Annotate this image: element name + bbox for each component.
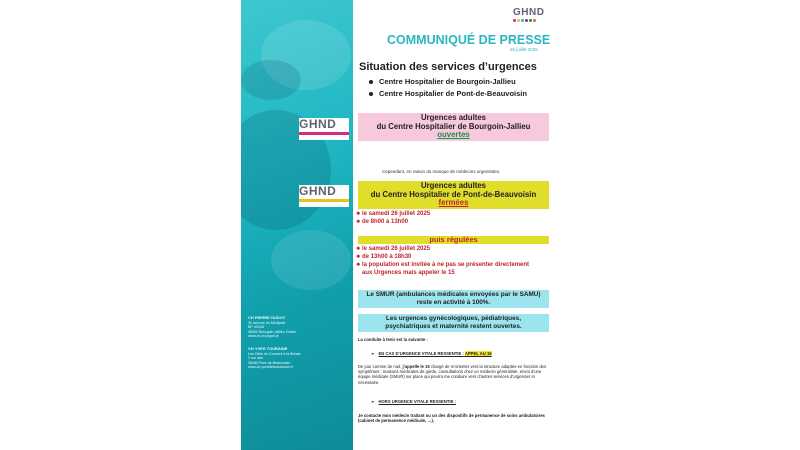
bourgoin-status-box: Urgences adultes du Centre Hospitalier de Bourgoin-Jallieu ouvertes <box>358 113 549 141</box>
regulated-schedule <box>356 245 529 277</box>
list-item: ❖ de 8h00 à 13h00 <box>356 219 409 225</box>
bourgoin-logo: GHND <box>299 118 349 140</box>
hospital-list <box>369 77 527 101</box>
press-release-page <box>241 0 559 450</box>
status-open: ouvertes <box>437 130 470 139</box>
status-closed: fermées <box>438 198 469 207</box>
contact-pont: CH YVES TOURAINE Les Cités du Couvent à la Bréaie 2 rue des 38480 Pont-de-Beauvoisin www.ch-pontdebeauvoisin.fr <box>248 346 301 369</box>
hors-urgence-paragraph: Je contacte mon médecin traitant ou un des dispositifs de permanence de soins ambulatoires (cabinet de permanence médicale, …). <box>358 413 545 424</box>
ghnd-logo: GHND <box>513 7 557 22</box>
page-title: COMMUNIQUÉ DE PRESSE <box>387 33 551 47</box>
closed-schedule <box>356 210 430 226</box>
cependant-text: Cependant, en raison du manque de médecins urgentistes, <box>382 169 501 174</box>
hors-urgence-heading: ➢ HORS URGENCE VITALE RESSENTIE : <box>371 399 456 404</box>
list-item: Centre Hospitalier de Bourgoin-Jallieu <box>369 77 527 86</box>
logo-dots <box>513 19 557 22</box>
list-item: aux Urgences mais appeler le 15 <box>362 270 455 276</box>
press-date: 25 juillet 2025 <box>510 47 538 52</box>
pont-logo: GHND <box>299 185 349 207</box>
urgence-vitale-heading: ➢ EN CAS D’URGENCE VITALE RESSENTIE : APPEL AU 15 <box>371 351 492 356</box>
pont-status-box: Urgences adultes du Centre Hospitalier de Pont-de-Beauvoisin fermées <box>358 181 549 209</box>
list-item: Centre Hospitalier de Pont-de-Beauvoisin <box>369 89 527 98</box>
conduite-title: La conduite à tenir est la suivante : <box>358 337 428 342</box>
list-item: ❖ le samedi 26 juillet 2025 <box>356 211 431 217</box>
arrow-icon: ➢ <box>371 351 375 356</box>
appel-15-highlight: APPEL AU 15 <box>464 351 492 356</box>
situation-title: Situation des services d’urgences <box>359 61 537 73</box>
regulated-label: puis régulées <box>358 236 549 244</box>
arrow-icon: ➢ <box>371 399 375 404</box>
urgence-vitale-paragraph: De jour comme de nuit, j’appelle le 15 chargé de m’orienter vers la structure adaptée en fonction des symptômes : maisons médicales de garde, consultations chez un médecin généraliste, envoi d’une équipe médicale (SMUR) sur place qui pourra me conduire vers d’autres services d’urgences si nécessaire. <box>358 364 547 385</box>
medical-team-photo <box>241 0 353 450</box>
smur-box: Le SMUR (ambulances médicales envoyées par le SAMU) reste en activité à 100%. <box>358 290 549 308</box>
specialties-box: Les urgences gynécologiques, pédiatriques, psychiatriques et maternité restent ouvertes. <box>358 314 549 332</box>
contact-bourgoin: CH PIERRE OUDOT 30 avenue du Médipôle BP 40348 38302 Bourgoin-Jallieu Cedex www.ch-bourgoin.fr <box>248 315 297 338</box>
list-item: ❖ la population est invitée à ne pas se présenter directement <box>356 262 530 268</box>
list-item: ❖ le samedi 26 juillet 2025 <box>356 246 431 252</box>
list-item: ❖ de 13h00 à 18h30 <box>356 254 412 260</box>
